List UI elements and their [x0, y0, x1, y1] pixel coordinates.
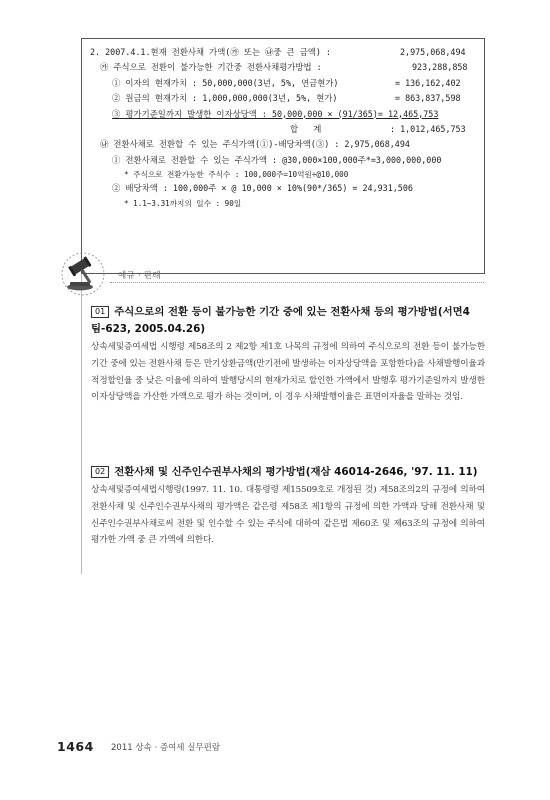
- calc-line-text: ㉮ 주식으로 전환이 불가능한 기간중 전환사채평가방법 :: [100, 62, 322, 73]
- calc-line-text: 2. 2007.4.1.현재 전환사채 가액(㉮ 또는 ㉯중 큰 금액) :: [90, 47, 331, 57]
- case-heading: [91, 464, 485, 481]
- calc-line: [90, 181, 476, 196]
- calc-line-total: [90, 122, 476, 137]
- calc-line: [90, 107, 476, 122]
- case-title: 전환사채 및 신주인수권부사채의 평가방법(재삼 46014-2646, '97. 11. 11): [114, 466, 478, 478]
- calc-line-text: ① 이자의 현재가치 : 50,000,000(3년, 5%, 연금현가): [112, 77, 339, 88]
- calc-total-label: 합 계: [290, 123, 322, 134]
- case-item: [91, 304, 485, 406]
- calculation-box: [81, 38, 485, 274]
- calc-line-text: ③ 평가기준일까지 발생한 이자상당액 : 50,000,000 × (91/365)= 12,465,753: [112, 108, 439, 119]
- calc-line-value: = 863,837,598: [395, 93, 461, 104]
- calc-note: [90, 168, 476, 181]
- case-heading: [91, 304, 485, 338]
- calc-total-value: : 1,012,465,753: [390, 123, 466, 134]
- calc-line: [90, 60, 476, 75]
- case-body: 상속세및증여세법 시행령 제58조의 2 제2항 제1호 나목의 규정에 의하여 주식으로의 전환 등이 불가능한 기간 중에 있는 전환사채 등은 만기상환금액(만기전에 발생하는 이자상당액을 포함한다)을 사채발행이율과 적정할인율 중 낮은 이율에 의하여 발행당시의 현재가치로 할인한 가액에서 발행후 평가기준일까지 발생한 이자상당액을 가산한 가액으로 평가 하는 것이며, 이 경우 사채발행이율은 표면이자율을 말하는 것임.: [91, 342, 485, 403]
- section-label: 예규 · 판례: [118, 271, 162, 281]
- calc-line: [90, 137, 476, 152]
- calc-line-text: ㉯ 전환사채로 전환할 수 있는 주식가액(①)-배당차액(③) : 2,975,068,494: [100, 139, 410, 150]
- calc-line-text: ② 원금의 현재가치 : 1,000,000,000(3년, 5%, 현가): [112, 93, 338, 104]
- calc-line: [90, 91, 476, 106]
- section-divider: [110, 282, 484, 283]
- case-title: 주식으로의 전환 등이 불가능한 기간 중에 있는 전환사채 등의 평가방법(서면4팀-623, 2005.04.26): [91, 306, 470, 335]
- calc-note: [90, 197, 476, 210]
- calc-line-text: ② 배당차액 : 100,000주 × @ 10,000 × 10%(90*/365) = 24,931,506: [112, 183, 413, 194]
- book-title: 2011 상속 · 증여세 실무편람: [111, 743, 221, 753]
- calc-line-value: = 136,162,402: [395, 77, 461, 88]
- gavel-icon: [58, 252, 108, 296]
- page-number: 1464: [57, 739, 94, 754]
- case-number-badge: 01: [91, 306, 109, 318]
- calc-line: [90, 76, 476, 91]
- side-rule: [81, 274, 82, 574]
- calc-note-text: * 1.1~3.31까지의 일수 : 90일: [124, 198, 242, 208]
- calc-line-value: 923,288,858: [412, 62, 468, 73]
- calc-line-text: ① 전환사채로 전환할 수 있는 주식가액 : @30,000×100,000주*=3,000,000,000: [112, 154, 442, 165]
- case-item: [91, 464, 485, 549]
- case-body: 상속세및증여세법시행령(1997. 11. 10. 대통령령 제15509호로 개정된 것) 제58조의2의 규정에 의하여 전환사채 및 신주인수권부사채의 평가액은 같은령 제58조 제1항의 규정에 의한 가액과 당해 전환사채 및 신주인수권부사채로써 전환 및 인수할 수 있는 주식에 대하여 같은법 제60조 및 제63조의 규정에 의하여 평가한 가액 중 큰 가액에 의한다.: [91, 485, 485, 546]
- calc-note-text: * 주식으로 전환가능한 주식수 : 100,000주=10억원÷@10,000: [124, 170, 349, 180]
- calc-line: [90, 153, 476, 168]
- calc-line-value: 2,975,068,494: [400, 47, 466, 57]
- case-number-badge: 02: [91, 466, 109, 478]
- calc-line: [90, 45, 476, 60]
